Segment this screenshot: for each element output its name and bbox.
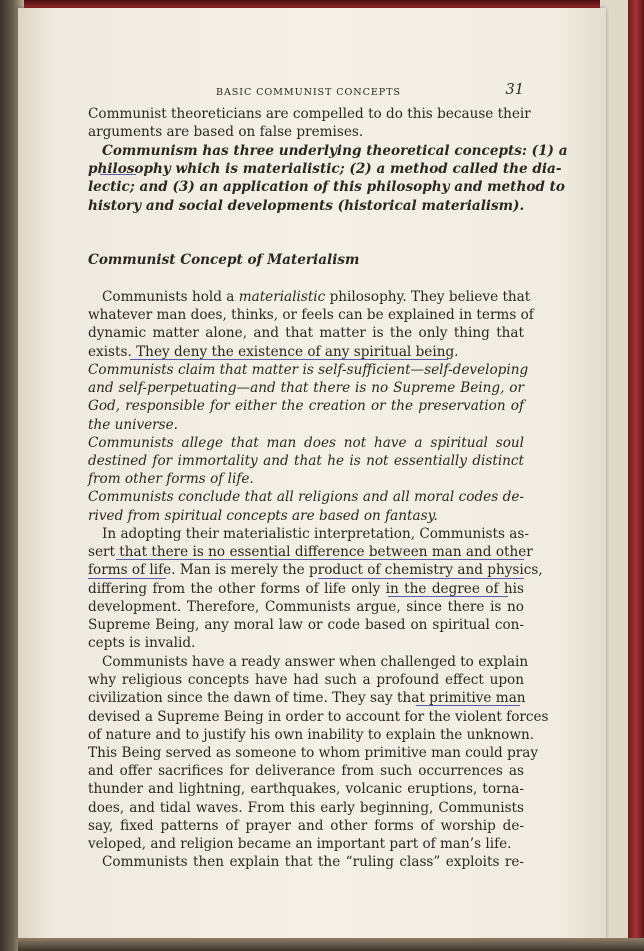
text-line: veloped, and religion became an important part of man’s life.	[88, 835, 512, 852]
text-line: God, responsible for either the creation or the preservation of	[88, 398, 524, 415]
text-line: from other forms of life.	[88, 471, 254, 488]
text-line: say, fixed patterns of prayer and other forms of worship de-	[88, 817, 524, 834]
emphasis-word: materialistic	[238, 289, 326, 305]
book-cover-bottom	[18, 938, 644, 951]
pen-underline	[416, 705, 520, 706]
pen-underline	[88, 578, 166, 579]
text-line: Communists have a ready answer when challenged to explain	[102, 654, 529, 670]
text-line: Communists conclude that all religions and all moral codes de-	[88, 489, 524, 506]
text-line: thunder and lightning, earthquakes, volcanic eruptions, torna-	[88, 781, 524, 798]
text-line: Supreme Being, any moral law or code based on spiritual con-	[88, 616, 524, 633]
man-and-life-paragraph	[88, 525, 543, 652]
intro-paragraph	[88, 105, 531, 141]
text-fragment: philosophy. They believe that	[325, 289, 531, 305]
text-line: arguments are based on false premises.	[88, 124, 364, 141]
page-number: 31	[505, 82, 524, 98]
religion-origin-paragraph	[88, 653, 549, 853]
book-page	[18, 8, 606, 938]
text-line: sert that there is no essential difference between man and other	[88, 544, 533, 561]
text-line: cepts is invalid.	[88, 635, 196, 652]
text-fragment: Communists hold a	[102, 289, 239, 305]
text-line: Communists then explain that the “ruling class” exploits re-	[102, 854, 524, 870]
text-line: and offer sacrifices for deliverance from such occurrences as	[88, 763, 524, 780]
text-line: This Being served as someone to whom primitive man could pray	[88, 744, 539, 761]
text-line: philosophy which is materialistic; (2) a method called the dia-	[88, 161, 562, 178]
text-line: exists. They deny the existence of any spiritual being.	[88, 343, 459, 360]
running-head	[88, 84, 524, 100]
ruling-class-paragraph	[88, 853, 524, 871]
pen-underline	[130, 359, 448, 360]
text-line: dynamic matter alone, and that matter is the only thing that	[88, 325, 524, 342]
text-line: In adopting their materialistic interpretation, Communists as-	[102, 526, 529, 542]
running-head-title: BASIC COMMUNIST CONCEPTS	[216, 87, 401, 98]
text-line: Communists claim that matter is self-sufficient—self-developing	[88, 362, 529, 378]
text-line: differing from the other forms of life only in the degree of his	[88, 580, 524, 597]
text-line: Communists allege that man does not have a spiritual soul	[88, 434, 524, 451]
text-line: of nature and to justify his own inability to explain the unknown.	[88, 726, 535, 743]
text-line: development. Therefore, Communists argue, since there is no	[88, 598, 524, 615]
pen-underline	[318, 578, 524, 579]
book-cover	[628, 0, 644, 951]
text-line: rived from spiritual concepts are based on fantasy.	[88, 507, 438, 524]
text-line: history and social developments (historical materialism).	[88, 197, 525, 214]
pen-underline	[388, 596, 508, 597]
materialism-paragraph	[88, 288, 534, 361]
text-line: Communist theoreticians are compelled to do this because their	[88, 106, 531, 122]
text-line: the universe.	[88, 416, 179, 433]
text-line: civilization since the dawn of time. They say that primitive man	[88, 690, 526, 707]
concepts-paragraph	[88, 142, 568, 215]
text-line: whatever man does, thinks, or feels can be explained in terms of	[88, 307, 534, 324]
text-line: why religious concepts have had such a profound effect upon	[88, 672, 524, 689]
pen-underline	[116, 559, 524, 560]
book-cover-top	[24, 0, 644, 8]
italic-claims-block	[88, 361, 529, 525]
text-line: lectic; and (3) an application of this philosophy and method to	[88, 179, 565, 196]
text-line: destined for immortality and that he is not essentially distinct	[88, 452, 524, 469]
text-line: does, and tidal waves. From this early beginning, Communists	[88, 799, 524, 816]
text-line: and self-perpetuating—and that there is no Supreme Being, or	[88, 380, 524, 397]
text-line: devised a Supreme Being in order to account for the violent forces	[88, 708, 549, 725]
text-line	[88, 288, 531, 306]
text-line: Communism has three underlying theoretical concepts: (1) a	[102, 143, 568, 159]
section-heading: Communist Concept of Materialism	[88, 252, 360, 268]
text-line: forms of life. Man is merely the product of chemistry and physics,	[88, 562, 543, 579]
pen-underline	[100, 174, 136, 175]
